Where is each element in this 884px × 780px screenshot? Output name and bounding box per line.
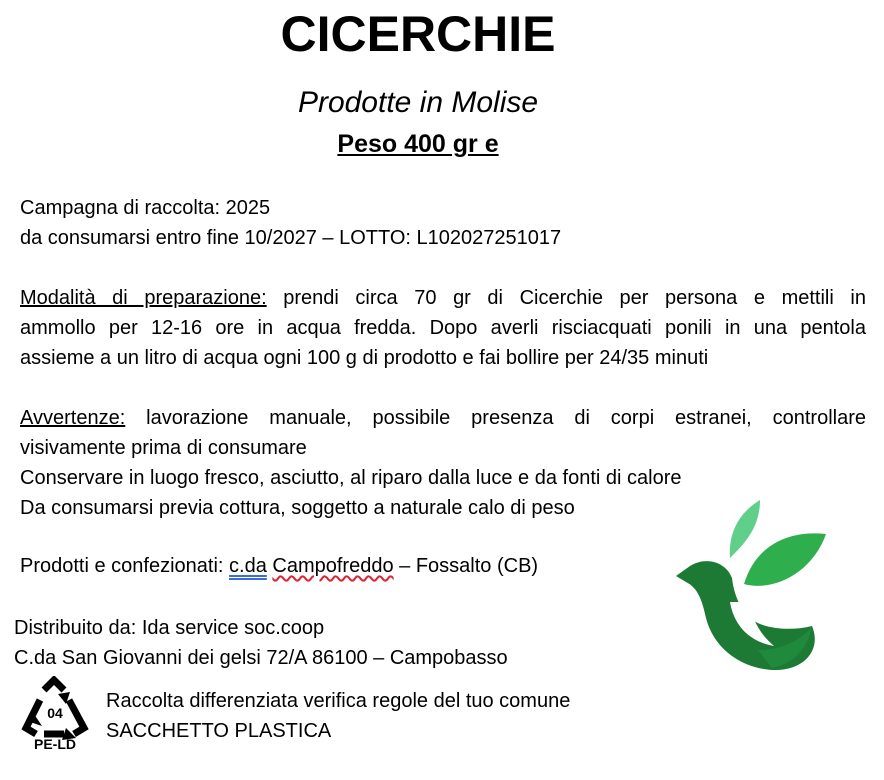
- producer-place-2: Campofreddo: [272, 555, 394, 577]
- recycling-arrow-top: [44, 680, 64, 690]
- product-title: CICERCHIE: [280, 6, 556, 62]
- leaf-bird-logo-graphic: [672, 500, 842, 672]
- producer-suffix: – Fossalto (CB): [399, 555, 539, 577]
- preparation-label: Modalità di preparazione:: [20, 287, 267, 309]
- product-weight-text: Peso 400 gr e: [337, 130, 499, 158]
- preparation-text-1: prendi circa 70 gr di Cicerchie per persona e mettili in: [283, 287, 866, 309]
- storage-note: Conservare in luogo fresco, asciutto, al riparo dalla luce e da fonti di calore: [20, 467, 682, 489]
- expiry-lot: da consumarsi entro fine 10/2027 – LOTTO: L102027251017: [20, 227, 562, 249]
- recycling-material: PE-LD: [34, 736, 76, 752]
- distributor-name: Distribuito da: Ida service soc.coop: [14, 617, 325, 639]
- recycling-code: 04: [47, 705, 63, 721]
- product-weight: [0, 129, 836, 159]
- leaf-bird-logo: [672, 500, 842, 672]
- recycling-note: Raccolta differenziata verifica regole del tuo comune: [106, 690, 571, 712]
- preparation-line-3: assieme a un litro di acqua ogni 100 g di prodotto e fai bollire per 24/35 minuti: [20, 347, 709, 369]
- producer-place-1: c.da: [229, 555, 267, 577]
- warnings-line-2: visivamente prima di consumare: [20, 437, 307, 459]
- preparation-line-2: ammollo per 12-16 ore in acqua fredda. Dopo averli risciacquati ponili in una pentola: [20, 317, 866, 339]
- packaging-type: SACCHETTO PLASTICA: [106, 720, 332, 742]
- distributor-address: C.da San Giovanni dei gelsi 72/A 86100 – Campobasso: [14, 647, 508, 669]
- harvest-campaign: Campagna di raccolta: 2025: [20, 197, 271, 219]
- small-leaf-icon: [730, 500, 760, 558]
- producer-line: [20, 551, 538, 581]
- large-leaf-icon: [744, 533, 826, 586]
- recycling-arrow-right: [69, 700, 84, 734]
- warnings-text-1: lavorazione manuale, possibile presenza di corpi estranei, controllare: [146, 407, 866, 429]
- warnings-line-1: [20, 403, 866, 433]
- warnings-label: Avvertenze:: [20, 407, 126, 429]
- recycling-icon: [14, 676, 94, 752]
- producer-prefix: Prodotti e confezionati:: [20, 555, 224, 577]
- recycling-triangle-icon: [14, 676, 94, 752]
- preparation-line-1: [20, 283, 866, 313]
- product-origin: Prodotte in Molise: [297, 86, 539, 119]
- cooking-note: Da consumarsi previa cottura, soggetto a naturale calo di peso: [20, 497, 575, 519]
